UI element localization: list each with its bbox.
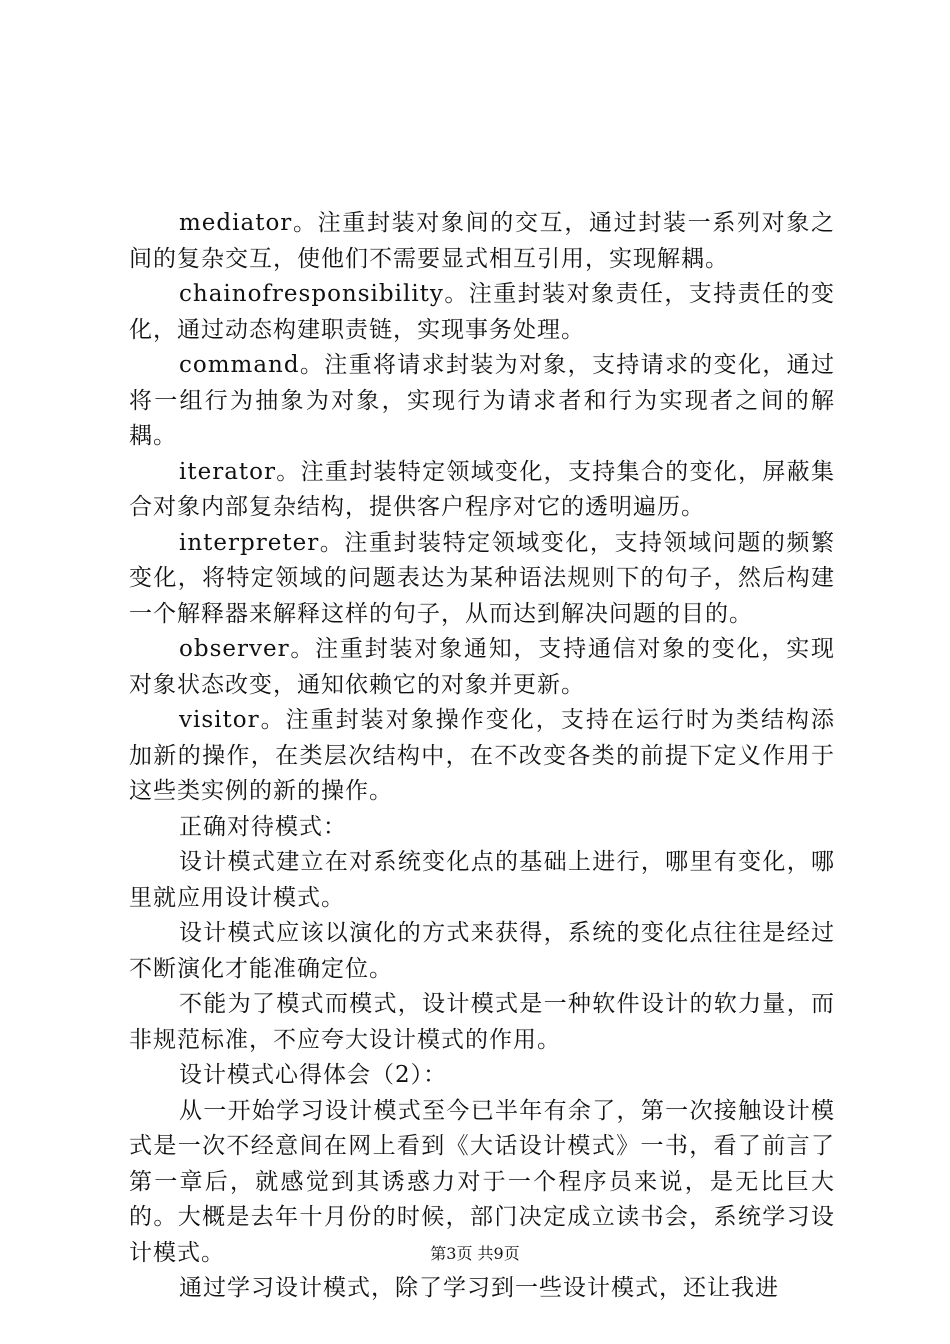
section-heading-reflection: 设计模式心得体会（2）：	[179, 1062, 448, 1088]
paragraph-interpreter: interpreter。注重封装特定领域变化，支持领域问题的频繁变化，将特定领域的问题表达为某种语法规则下的句子，然后构建一个解释器来解释这样的句子，从而达到解决问题的目的。	[129, 529, 835, 627]
paragraph-learning-outcome: 通过学习设计模式，除了学习到一些设计模式，还让我进	[179, 1275, 779, 1301]
paragraph-chain-of-responsibility: chainofresponsibility。注重封装对象责任，支持责任的变化，通过动态构建职责链，实现事务处理。	[129, 281, 835, 343]
section-heading-patterns: 正确对待模式：	[179, 813, 347, 840]
page-footer: 第3页 共9页	[430, 1244, 520, 1263]
paragraph-learning-history: 从一开始学习设计模式至今已半年有余了，第一次接触设计模式是一次不经意间在网上看到《大话设计模式》一书，看了前言了第一章后，就感觉到其诱惑力对于一个程序员来说，是无比巨大的。大概是去年十月份的时候，部门决定成立读书会，系统学习设计模式。	[129, 1097, 835, 1266]
paragraph-change-points: 设计模式建立在对系统变化点的基础上进行，哪里有变化，哪里就应用设计模式。	[129, 849, 835, 911]
paragraph-not-for-pattern: 不能为了模式而模式，设计模式是一种软件设计的软力量，而非规范标准，不应夸大设计模式的作用。	[129, 991, 835, 1053]
paragraph-mediator: mediator。注重封装对象间的交互，通过封装一系列对象之间的复杂交互，使他们不需要显式相互引用，实现解耦。	[129, 210, 835, 272]
paragraph-command: command。注重将请求封装为对象，支持请求的变化，通过将一组行为抽象为对象，实现行为请求者和行为实现者之间的解耦。	[129, 352, 835, 449]
paragraph-visitor: visitor。注重封装对象操作变化，支持在运行时为类结构添加新的操作，在类层次结构中，在不改变各类的前提下定义作用于这些类实例的新的操作。	[129, 707, 835, 804]
paragraph-observer: observer。注重封装对象通知，支持通信对象的变化，实现对象状态改变，通知依赖它的对象并更新。	[129, 636, 835, 698]
paragraph-iterator: iterator。注重封装特定领域变化，支持集合的变化，屏蔽集合对象内部复杂结构，提供客户程序对它的透明遍历。	[129, 458, 835, 520]
paragraph-evolution: 设计模式应该以演化的方式来获得，系统的变化点往往是经过不断演化才能准确定位。	[129, 920, 835, 982]
document-body	[129, 206, 835, 1307]
